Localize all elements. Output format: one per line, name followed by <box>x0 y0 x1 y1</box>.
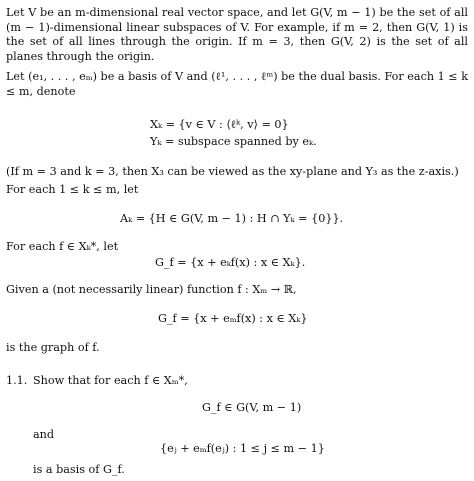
equation-gf-in-grassmannian: G_f ∈ G(V, m − 1) <box>202 401 302 414</box>
exercise-number: 1.1. <box>6 374 28 387</box>
paragraph-definition-grassmannian: Let V be an m-dimensional real vector space, and let G(V, m − 1) be the set of all (m − 1)-dimensional linear subspaces of V. For example, if m = 2, then G(V, 1) is the set of all lines through the origin. If m = 3, then G(V, 2) is the set of all planes through the origin. <box>6 6 468 63</box>
equation-basis-set: {eⱼ + eₘf(eⱼ) : 1 ≤ j ≤ m − 1} <box>160 442 325 455</box>
equation-gf-k: G_f = {x + eₖf(x) : x ∈ Xₖ}. <box>155 256 306 269</box>
paragraph-for-each-k: For each 1 ≤ k ≤ m, let <box>6 183 139 196</box>
word-and: and <box>33 428 55 441</box>
equation-yk: Yₖ = subspace spanned by eₖ. <box>150 135 317 148</box>
paragraph-is-basis: is a basis of G_f. <box>33 463 125 476</box>
paragraph-given-function: Given a (not necessarily linear) function f : Xₘ → ℝ, <box>6 283 297 296</box>
paragraph-for-each-f: For each f ∈ Xₖ*, let <box>6 240 119 253</box>
exercise-statement: Show that for each f ∈ Xₘ*, <box>33 374 188 387</box>
paragraph-example-xy-plane: (If m = 3 and k = 3, then X₃ can be viewed as the xy-plane and Y₃ as the z-axis.) <box>6 165 459 178</box>
equation-ak: Aₖ = {H ∈ G(V, m − 1) : H ∩ Yₖ = {0}}. <box>120 212 344 225</box>
equation-xk: Xₖ = {v ∈ V : ⟨ℓᵏ, v⟩ = 0} <box>150 118 289 131</box>
equation-gf-m: G_f = {x + eₘf(x) : x ∈ Xₖ} <box>158 312 308 325</box>
paragraph-basis: Let (e₁, . . . , eₘ) be a basis of V and (ℓ¹, . . . , ℓᵐ) be the dual basis. For each 1 ≤ k ≤ m, denote <box>6 70 469 98</box>
paragraph-graph-of-f: is the graph of f. <box>6 341 100 354</box>
